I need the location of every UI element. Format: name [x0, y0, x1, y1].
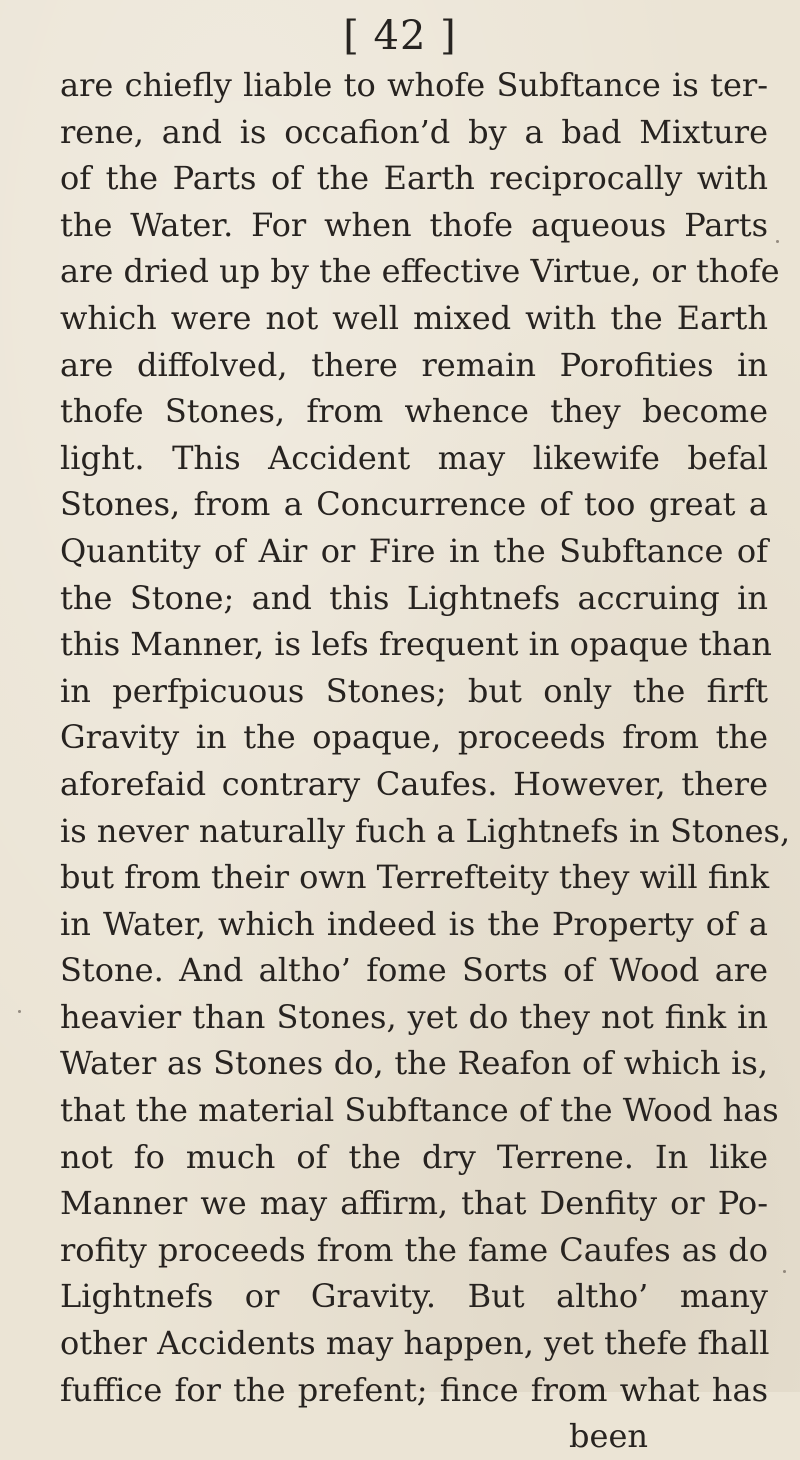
- text-line: rene, and is occafion’d by a bad Mixture: [60, 112, 768, 151]
- text-line: Gravity in the opaque, proceeds from the: [60, 718, 768, 757]
- text-line: Water as Stones do, the Reafon of which is,: [60, 1044, 768, 1083]
- text-line: which were not well mixed with the Earth: [60, 298, 768, 337]
- text-line: rofity proceeds from the fame Caufes as do: [60, 1230, 768, 1269]
- text-line: are diffolved, there remain Porofities in: [60, 345, 768, 384]
- text-line: the Water. For when thofe aqueous Parts: [60, 205, 768, 244]
- text-line: aforefaid contrary Caufes. However, there: [60, 764, 768, 803]
- text-line: heavier than Stones, yet do they not fink in: [60, 997, 768, 1036]
- text-line: fuffice for the prefent; fince from what has: [60, 1370, 768, 1409]
- text-line: that the material Subftance of the Wood has: [60, 1091, 779, 1130]
- text-line: Lightnefs or Gravity. But altho’ many: [60, 1277, 768, 1316]
- text-line: light. This Accident may likewife befal: [60, 438, 768, 477]
- text-line: Quantity of Air or Fire in the Subftance of: [60, 531, 768, 570]
- text-line: this Manner, is lefs frequent in opaque than: [60, 625, 772, 664]
- text-line: in perfpicuous Stones; but only the firft: [60, 671, 768, 710]
- paper-speck: [18, 1010, 21, 1013]
- text-line: the Stone; and this Lightnefs accruing in: [60, 578, 768, 617]
- text-line: are dried up by the effective Virtue, or thofe: [60, 252, 780, 291]
- text-line: are chiefly liable to whofe Subftance is ter-: [60, 66, 768, 104]
- text-line: is never naturally fuch a Lightnefs in Stones,: [60, 811, 791, 850]
- page-number: [ 42 ]: [343, 13, 457, 59]
- text-line: not fo much of the dry Terrene. In like: [60, 1137, 768, 1176]
- text-line: of the Parts of the Earth reciprocally with: [60, 159, 768, 198]
- text-line: Stone. And altho’ fome Sorts of Wood are: [60, 951, 768, 990]
- paper-speck: [776, 240, 779, 243]
- text-line: other Accidents may happen, yet thefe fhall: [60, 1324, 770, 1363]
- text-line-catchword: been: [569, 1417, 648, 1456]
- text-line: in Water, which indeed is the Property of a: [60, 904, 768, 943]
- text-line: Stones, from a Concurrence of too great a: [60, 485, 768, 524]
- paper-speck: [783, 1270, 786, 1273]
- body-text: [60, 62, 791, 1460]
- text-line: but from their own Terrefteity they will fink: [60, 858, 770, 897]
- text-line: thofe Stones, from whence they become: [60, 392, 768, 431]
- text-line: Manner we may affirm, that Denfity or Po-: [60, 1184, 768, 1223]
